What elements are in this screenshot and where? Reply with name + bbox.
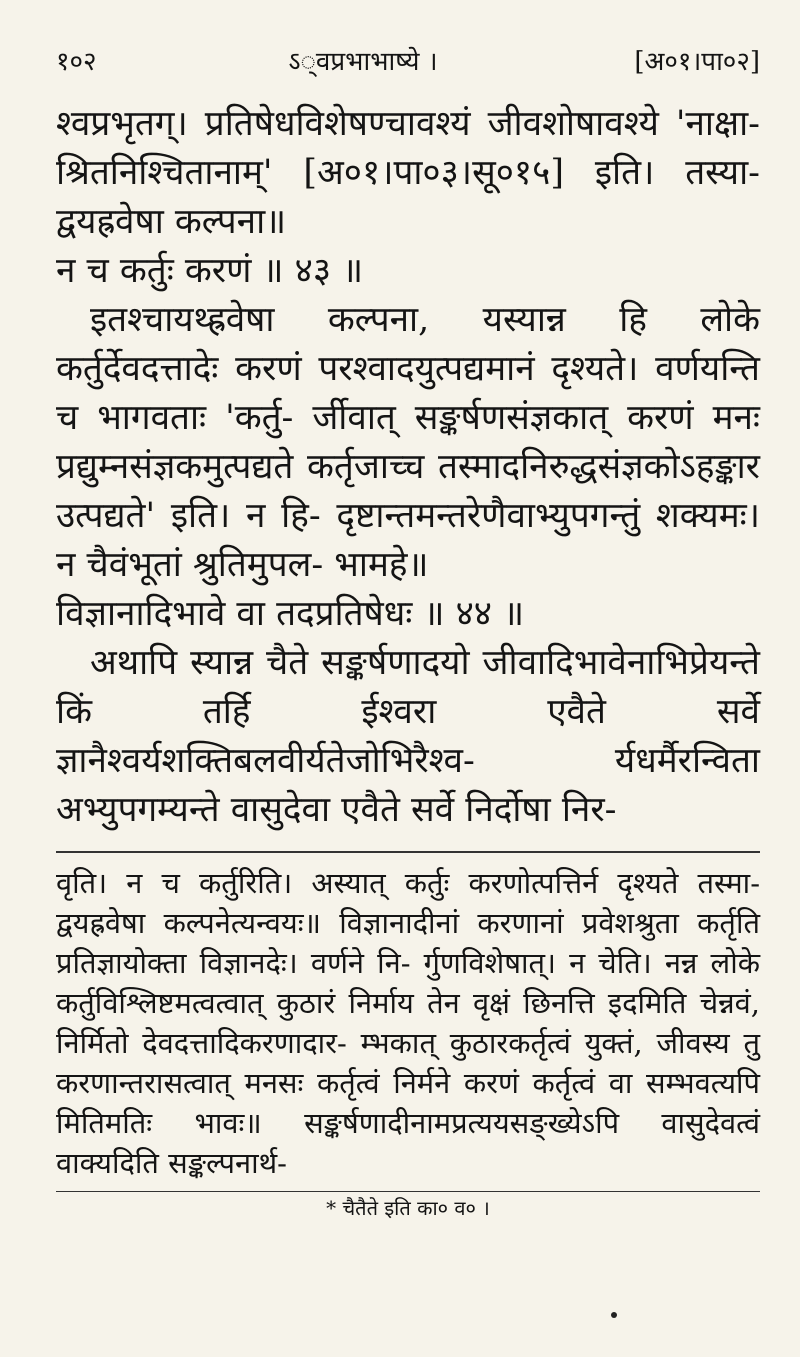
page-number: १०२ [56, 47, 97, 77]
footnote-divider [56, 1191, 760, 1192]
bhashya-paragraph-43: इतश्चायथ्ह्रवेषा कल्पना, यस्यान्न हि लोके कर्तुर्देवदत्तादेः करणं परश्वादयुत्पद्यमानं दृश्यते। वर्णयन्ति च भागवताः 'कर्तु- र्जीवात् सङ्कर्षणसंज्ञकात् करणं मनः प्रद्युम्नसंज्ञकमुत्पद्यते कर्तृजाच्च तस्मादनिरुद्धसंज्ञकोऽहङ्कार उत्पद्यते' इति। न हि- दृष्टान्तमन्तरेणैवाभ्युपगन्तुं शक्यमः। न चैवंभूतां श्रुतिमुपल- भामहे॥ [56, 300, 760, 585]
commentary-block [56, 863, 760, 1183]
commentary-text: वृति। न च कर्तुरिति। अस्यात् कर्तुः करणोत्पत्तिर्न दृश्यते तस्मा- द्वयह्रवेषा कल्पनेत्यन्वयः॥ विज्ञानादीनां करणानां प्रवेशश्रुता कर्तृति प्रतिज्ञायोक्ता विज्ञानदेः। वर्णने नि- र्गुणविशेषात्। न चेति। नन्न लोके कर्तुविश्लिष्टमत्वत्वात् कुठारं निर्माय तेन वृक्षं छिनत्ति इदमिति चेन्नवं, निर्मितो देवदत्तादिकरणादार- म्भकात् कुठारकर्तृत्वं युक्तं, जीवस्य तु करणान्तरासत्वात् मनसः कर्तृत्वं निर्मने करणं कर्तृत्वं वा सम्भवत्यपि मितिमतिः भावः॥ सङ्कर्षणादीनामप्रत्ययसङ्ख्येऽपि वासुदेवत्वं वाक्यदिति सङ्कल्पनार्थ- [56, 866, 760, 1180]
commentary-divider [56, 851, 760, 853]
page-header [56, 42, 760, 86]
section-reference: [अ०१।पा०२] [634, 47, 760, 77]
bhashya-paragraph-44: अथापि स्यान्न चैते सङ्कर्षणादयो जीवादिभावेनाभिप्रेयन्ते किं तर्हि ईश्वरा एवैते सर्वे ज्ञानैश्वर्यशक्तिबलवीर्यतेजोभिरैश्व- र्यधर्मैरन्विता अभ्युपगम्यन्ते वासुदेवा एवैते सर्वे निर्दोषा निर- [56, 643, 760, 830]
main-text [56, 100, 760, 835]
ink-dot [611, 1312, 617, 1318]
footnote: * चैतैते इति का० व० । [326, 1196, 490, 1220]
sutra-heading-44: विज्ञानादिभावे वा तदप्रतिषेधः ॥ ४४ ॥ [56, 594, 525, 634]
running-title: ऽ्वप्रभाभाष्ये । [288, 47, 438, 77]
sutra-heading-43: न च कर्तुः करणं ॥ ४३ ॥ [56, 251, 364, 291]
opening-paragraph: श्वप्रभृतग्। प्रतिषेधविशेषण्चावश्यं जीवशोषावश्ये 'नाक्षा- श्रितनिश्चितानाम्' [अ०१।पा०३।सू०१५] इति। तस्या- द्वयह्रवेषा कल्पना॥ [56, 104, 760, 242]
